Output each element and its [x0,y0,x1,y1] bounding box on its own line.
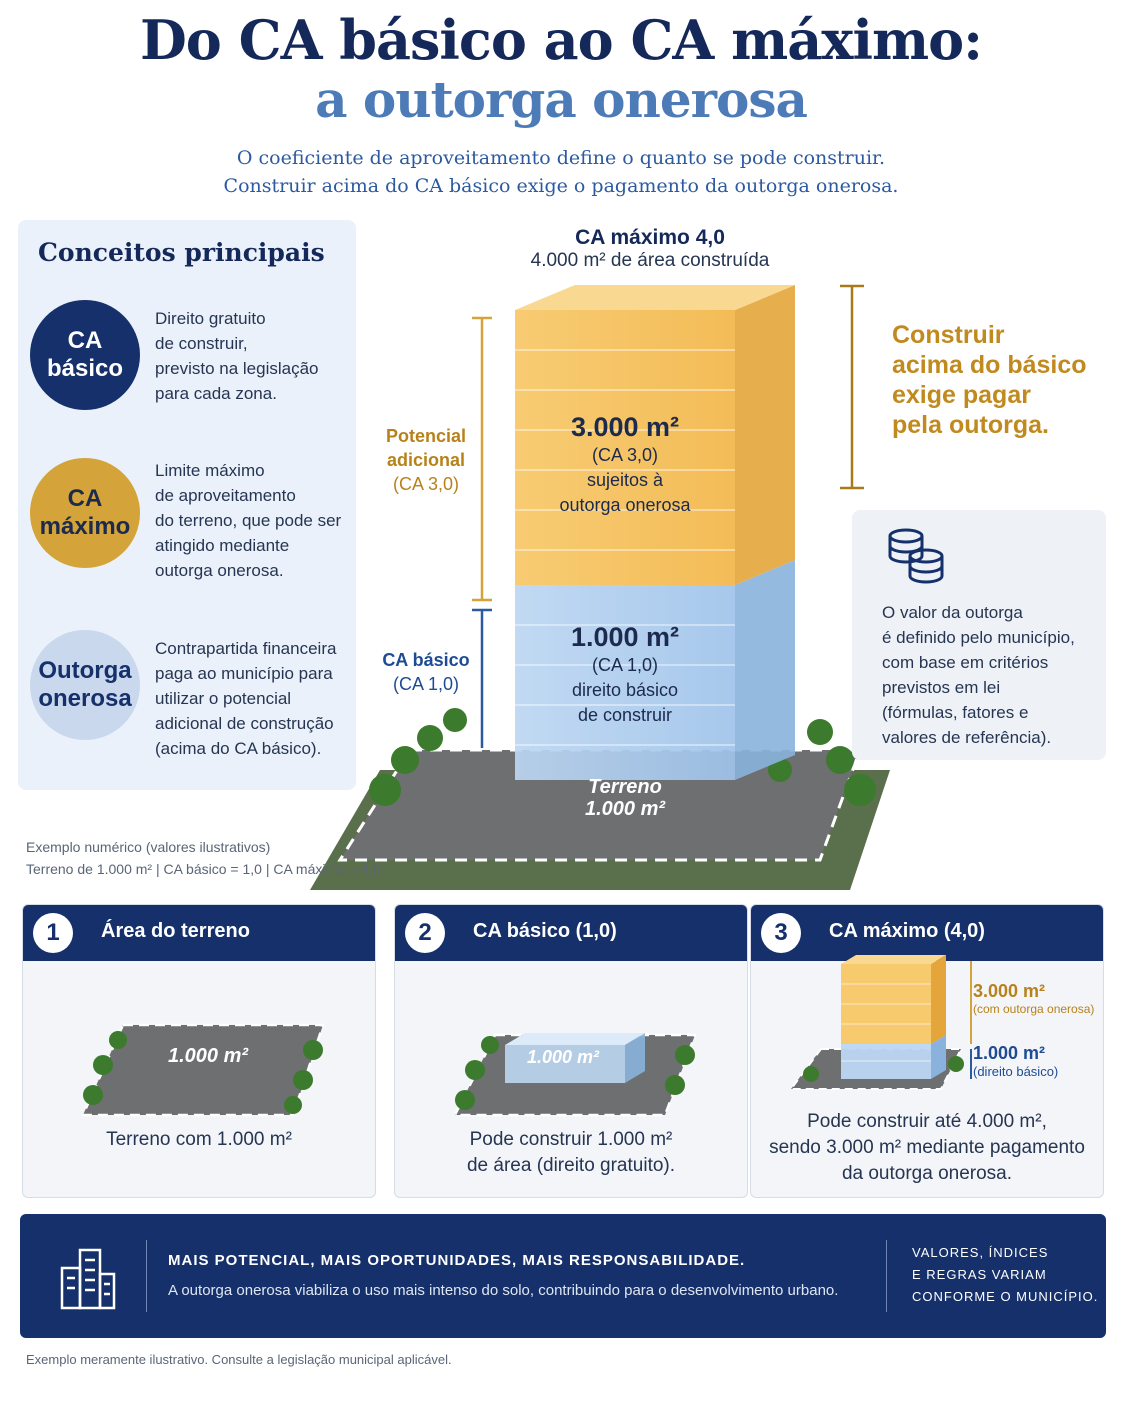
lower-part-note: (direito básico) [973,1064,1059,1079]
buildings-icon [58,1244,118,1310]
note-line: pela outorga. [892,411,1049,439]
description-line: utilizar o potencial [155,689,292,708]
upper-block-label [515,412,735,518]
badge-line: onerosa [38,685,132,712]
potencial-adicional-label [376,424,476,496]
lower-block-value: 1.000 m² [570,622,680,652]
badge-line: CA [67,327,103,354]
banner-heading: MAIS POTENCIAL, MAIS OPORTUNIDADES, MAIS RESPONSABILIDADE. [168,1252,746,1269]
banner-divider [886,1240,887,1312]
caption-line: sendo 3.000 m² mediante pagamento [769,1137,1085,1158]
badge-line: CA [67,485,103,512]
side-label-line: adicional [386,450,466,470]
subtitle-line: Construir acima do CA básico exige o pagamento da outorga onerosa. [223,175,899,197]
step-caption [751,1109,1103,1187]
upper-block-line: (CA 3,0) [591,445,659,465]
description-line: (acima do CA básico). [155,739,322,758]
upper-part-note: (com outorga onerosa) [973,1002,1095,1016]
example-line: Terreno de 1.000 m² | CA básico = 1,0 | CA máximo = 4,0 [26,861,381,877]
step-title: CA básico (1,0) [473,920,617,942]
ca-maximo-badge [30,458,140,568]
upper-part-value: 3.000 m² [973,981,1046,1001]
badge-line: básico [46,355,124,382]
description-line: adicional de construção [155,714,334,733]
caption-line: Terreno com 1.000 m² [106,1129,292,1150]
plot-label: 1.000 m² [526,1047,600,1067]
caption-line: de área (direito gratuito). [466,1155,676,1176]
lower-block-label [515,622,735,728]
banner-right-line: E REGRAS VARIAM [912,1267,1047,1282]
ca-adicional-block-side [735,285,795,585]
side-label-line: (CA 1,0) [392,674,460,694]
description-line: Contrapartida financeira [155,639,337,658]
subtitle-line: O coeficiente de aproveitamento define o quanto se pode construir. [236,147,886,169]
side-label-line: (CA 3,0) [392,474,460,494]
description-line: do terreno, que pode ser [155,511,342,530]
ca-basico-side-label [376,648,476,696]
lower-part-label [973,1043,1103,1079]
step-card-1 [22,904,376,1198]
page-title-line2: a outorga onerosa [315,70,807,129]
plot-label: 1.000 m² [167,1045,249,1067]
note-line: previstos em lei [882,678,1001,697]
example-line: Exemplo numérico (valores ilustrativos) [26,839,271,855]
banner-divider [146,1240,147,1312]
caption-line: Pode construir 1.000 m² [469,1129,673,1150]
coins-icon [884,526,946,588]
badge-line: máximo [39,513,131,540]
lower-block-line: de construir [577,705,673,725]
note-line: valores de referência). [882,728,1052,747]
caption-line: da outorga onerosa. [841,1163,1013,1184]
step-number: 3 [761,913,801,953]
concepts-title: Conceitos principais [38,238,325,267]
terrain-plot-illustration [63,1005,343,1135]
lower-block-line: direito básico [571,680,679,700]
ca-maximo-subtitle: 4.000 m² de área construída [530,250,770,271]
outorga-onerosa-badge [30,630,140,740]
note-line: acima do básico [892,351,1087,379]
numeric-example [26,836,380,880]
description-line: atingido mediante [155,536,290,555]
step-card-2 [394,904,748,1198]
step-card-3 [750,904,1104,1198]
badge-line: Outorga [38,657,132,684]
step-caption [395,1127,747,1179]
description-line: paga ao município para [155,664,333,683]
description-line: Limite máximo [155,461,265,480]
basic-building-illustration [435,1005,715,1135]
page-title: Do CA básico ao CA máximo: [139,8,983,72]
upper-block-value: 3.000 m² [570,412,680,442]
banner-right-line: CONFORME O MUNICÍPIO. [912,1289,1099,1304]
outorga-value-note [852,510,1106,760]
step-number: 1 [33,913,73,953]
step-title: CA máximo (4,0) [829,920,985,942]
caption-line: Pode construir até 4.000 m², [807,1111,1047,1132]
description-line: para cada zona. [155,384,277,403]
note-line: com base em critérios [882,653,1049,672]
note-line: exige pagar [892,381,1031,409]
outorga-value-text [882,600,1097,750]
note-line: é definido pelo município, [882,628,1075,647]
description-line: previsto na legislação [155,359,319,378]
description-line: de construir, [155,334,248,353]
step-card-header [395,905,747,961]
upper-part-label [973,981,1103,1016]
banner-right-line: VALORES, ÍNDICES [912,1245,1049,1260]
description-line: Direito gratuito [155,309,266,328]
lower-block-line: (CA 1,0) [591,655,659,675]
note-line: Construir [892,321,1005,349]
max-building-illustration [781,949,981,1099]
step-caption [23,1127,375,1153]
step-card-header [23,905,375,961]
terrain-label-line: Terreno [588,776,662,798]
side-label-line: CA básico [382,650,470,670]
lower-part-value: 1.000 m² [973,1043,1046,1063]
banner-right-note [912,1242,1102,1308]
upper-block-line: sujeitos à [586,470,664,490]
disclaimer: Exemplo meramente ilustrativo. Consulte a legislação municipal aplicável. [26,1352,452,1367]
terrain-label-line: 1.000 m² [584,798,666,820]
terrain-label [530,776,720,820]
step-number: 2 [405,913,445,953]
outorga-warning-note [892,320,1107,440]
banner-text: A outorga onerosa viabiliza o uso mais intenso do solo, contribuindo para o desenvolvimento urbano. [168,1282,839,1299]
footer-banner [20,1214,1106,1338]
note-line: (fórmulas, fatores e [882,703,1029,722]
ca-maximo-title: CA máximo 4,0 [575,226,725,249]
page-subtitle [0,144,1122,200]
right-dimension-arrow [840,286,864,488]
step-title: Área do terreno [101,920,250,942]
side-label-line: Potencial [385,426,467,446]
ca-maximo-heading [480,226,820,272]
ca-basico-block-side [735,560,795,780]
description-line: de aproveitamento [155,486,296,505]
ca-basico-badge [30,300,140,410]
description-line: outorga onerosa. [155,561,284,580]
upper-block-line: outorga onerosa [559,495,691,515]
note-line: O valor da outorga [882,603,1023,622]
